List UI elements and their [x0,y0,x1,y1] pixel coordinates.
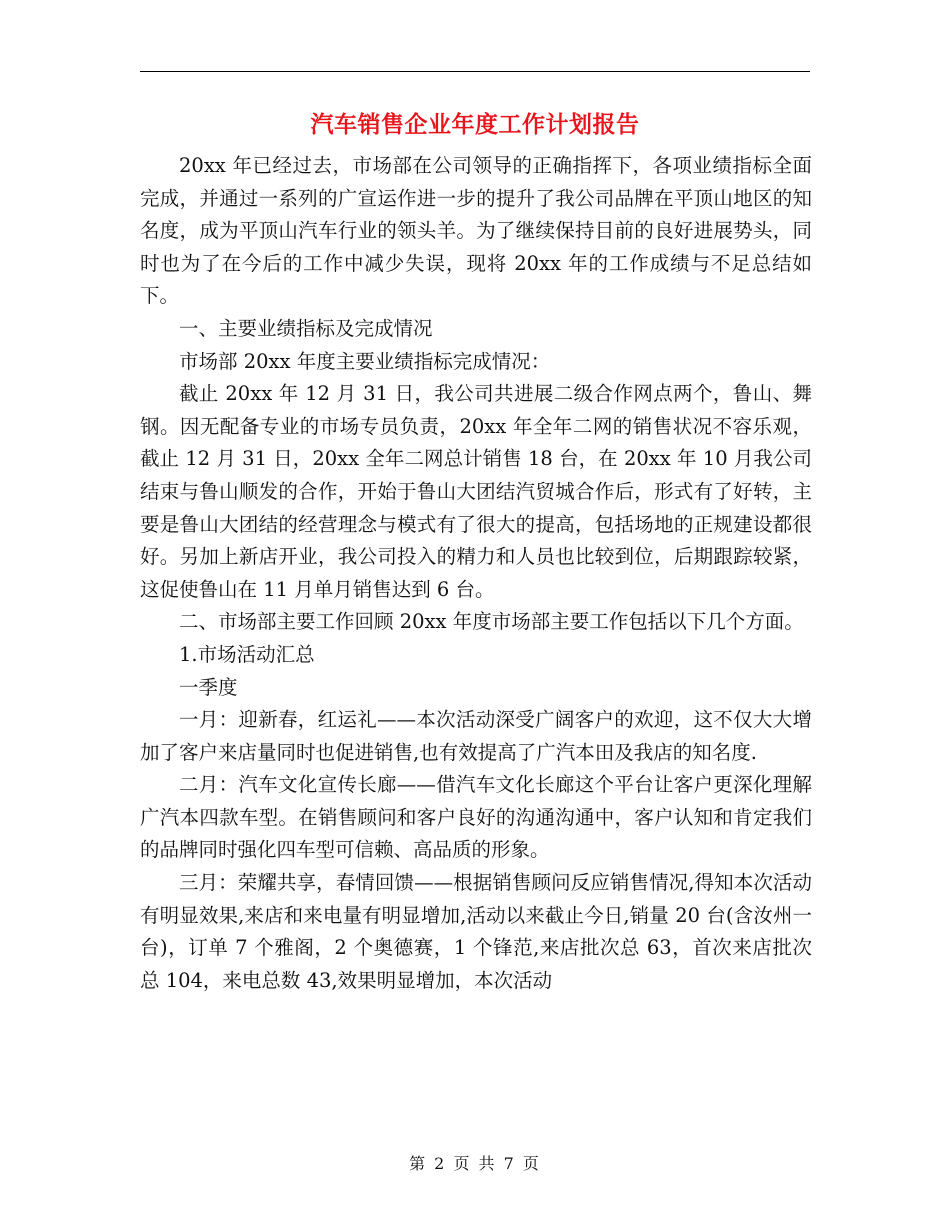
paragraph-january: 一月：迎新春，红运礼——本次活动深受广阔客户的欢迎，这不仅大大增加了客户来店量同时也促进销售,也有效提高了广汽本田及我店的知名度. [140,708,812,764]
header-rule [140,71,810,72]
document-body [140,150,812,997]
heading-q1: 一季度 [179,675,238,699]
paragraph-kpi-detail: 截止 20xx 年 12 月 31 日，我公司共进展二级合作网点两个，鲁山、舞钢。因无配备专业的市场专员负责，20xx 年全年二网的销售状况不容乐观，截止 12 月 31 日，20xx 全年二网总计销售 18 台，在 20xx 年 10 月我公司结束与鲁山顺发的合作，开始于鲁山大团结汽贸城合作后，形式有了好转，主要是鲁山大团结的经营理念与模式有了很大的提高，包括场地的正规建设都很好。另加上新店开业，我公司投入的精力和人员也比较到位，后期跟踪较紧，这促使鲁山在 11 月单月销售达到 6 台。 [140,382,812,601]
paragraph-march: 三月：荣耀共享，春情回馈——根据销售顾问反应销售情况,得知本次活动有明显效果,来店和来电量有明显增加,活动以来截止今日,销量 20 台(含汝州一台)，订单 7 个雅阁，2 个奥德赛，1 个锋范,来店批次总 63，首次来店批次总 104，来电总数 43,效果明显增加，本次活动 [140,871,812,992]
paragraph-february: 二月：汽车文化宣传长廊——借汽车文化长廊这个平台让客户更深化理解广汽本四款车型。在销售顾问和客户良好的沟通沟通中，客户认知和肯定我们的品牌同时强化四车型可信赖、高品质的形象。 [140,773,812,862]
heading-market-activities: 1.市场活动汇总 [179,642,315,666]
paragraph-kpi-label: 市场部 20xx 年度主要业绩指标完成情况： [179,349,551,373]
heading-section-1: 一、主要业绩指标及完成情况 [179,316,433,340]
document-title: 汽车销售企业年度工作计划报告 [310,111,640,138]
heading-section-2: 二、市场部主要工作回顾 20xx 年度市场部主要工作包括以下几个方面。 [179,610,804,634]
page-footer: 第 2 页 共 7 页 [409,1154,541,1173]
paragraph-intro: 20xx 年已经过去，市场部在公司领导的正确指挥下，各项业绩指标全面完成，并通过一系列的广宣运作进一步的提升了我公司品牌在平顶山地区的知名度，成为平顶山汽车行业的领头羊。为了继续保持目前的良好进展势头，同时也为了在今后的工作中减少失误，现将 20xx 年的工作成绩与不足总结如下。 [140,154,812,308]
